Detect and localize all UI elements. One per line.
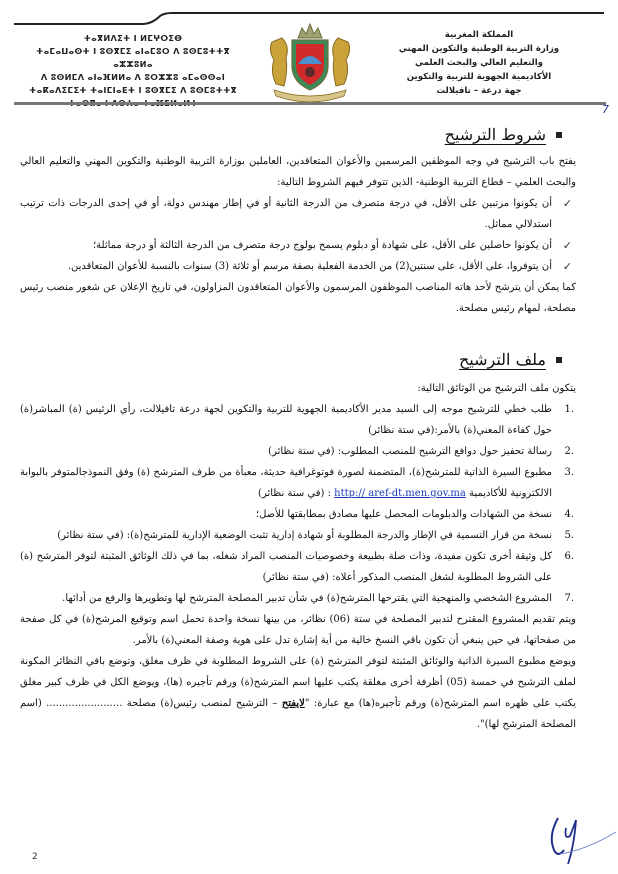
file-intro: يتكون ملف الترشيح من الوثائق التالية: — [417, 383, 576, 394]
checkmark-icon: ✓ — [562, 239, 572, 252]
condition-item — [20, 256, 576, 277]
header-line-kingdom: المملكة المغربية — [444, 30, 514, 40]
item-number: 3. — [564, 467, 574, 478]
condition-text: أن يكونوا حاصلين على الأقل، على شهادة أو دبلوم يسمح بولوج درجة متصرف من الدرجة الثالثة أو درجة مماثلة؛ — [92, 240, 552, 251]
item-number: 5. — [564, 530, 574, 541]
item-number: 2. — [564, 446, 574, 457]
project-submission-paragraph: ويتم تقديم المشروع المقترح لتدبير المصلحة في ستة (06) نظائر، من بينها نسخة واحدة تحمل اسم وتوقيع المرشح(ة) في كل صفحة من صفحاتها، في حين ينبغي أن تكون باقي النسخ خالية من أية إشارة تدل على هوية وصفة المعني(ة) بالأمر. — [20, 614, 577, 646]
header-line-ministry: وزارة التربية الوطنية والتكوين المهني — [398, 44, 560, 54]
condition-text: أن يكونوا مرتبين على الأقل، في درجة متصرف من الدرجة الثانية أو في إطار مهندس دولة، أو في إحدى الدرجات ذات ترتيب استدلالي مماثل. — [20, 198, 552, 230]
item-text-suffix: : (في ستة نظائر) — [258, 488, 335, 499]
document-body — [20, 116, 576, 735]
handwritten-signature — [540, 806, 618, 870]
item-text: مطبوع السيرة الذاتية للمترشح(ة)، المتضمنة لصورة فوتوغرافية حديثة، معبأة من طرف المترشح (ة) وفق النموذجالمتوفر بالبوابة الالكترونية للأكاديمية — [20, 467, 552, 499]
square-bullet-icon — [556, 357, 562, 363]
required-documents-list — [20, 399, 576, 609]
document-item — [20, 462, 576, 504]
section-title: شروط الترشيح — [444, 125, 546, 144]
header-tifinagh-block — [18, 32, 248, 110]
section-heading-application-file — [20, 349, 562, 370]
conditions-intro: يفتح باب الترشيح في وجه الموظفين المرسمين والأعوان المتعاقدين، العاملين بوزارة التربية الوطنية والتكوين المهني والتعليم العالي والبحث العلمي – قطاع التربية الوطنية- الذين تتوفر فيهم الشروط التالية: — [20, 156, 576, 188]
document-item — [20, 441, 576, 462]
condition-item — [20, 235, 576, 256]
envelope-text-end: – الترشيح لمنصب رئيس(ة) مصلحة ........................ (اسم المصلحة المترشح لها)". — [20, 698, 576, 730]
condition-text: أن يتوفروا، على الأقل، على سنتين(2) من الخدمة الفعلية بصفة مرسم أو ثلاثة (3) سنوات بالنسبة للأعوان المتعاقدين. — [67, 261, 552, 272]
header-line-higher-education: والتعليم العالي والبحث العلمي — [414, 58, 544, 68]
item-number: 1. — [564, 404, 574, 415]
document-item — [20, 546, 576, 588]
document-item — [20, 525, 576, 546]
section-title: ملف الترشيح — [458, 350, 546, 369]
item-text: نسخة من الشهادات والدبلومات المحصل عليها مصادق بمطابقتها للأصل؛ — [255, 509, 552, 520]
tifinagh-line: ⴷ ⵓⵙⵍⵎⴷ ⴰⵏⴰⴼⵍⵍⴰ ⴷ ⵓⵔⵣⵣⵓ ⴰⵎⴰⵙⵙⴰⵏ — [40, 72, 226, 82]
header-bottom-rule — [14, 102, 606, 105]
item-number: 4. — [564, 509, 574, 520]
tifinagh-line: ⵜⴰⵎⴰⵡⴰⵙⵜ ⵏ ⵓⵙⴳⵎⵉ ⴰⵏⴰⵎⵓⵔ ⴷ ⵓⵙⵎⵓⵜⵜⴳ ⴰⵣⵣⵓⵍⴰ — [36, 46, 230, 69]
condition-item — [20, 193, 576, 235]
do-not-open-label: لايفتح — [281, 698, 305, 709]
moroccan-coat-of-arms-emblem — [262, 20, 358, 106]
section-heading-conditions — [20, 124, 562, 145]
header-arabic-block — [384, 28, 574, 98]
item-text: المشروع الشخصي والمنهجية التي يقترحها المترشح(ة) في شأن تدبير المصلحة المترشح لها وتطويرها والرفع من أدائها. — [62, 593, 552, 604]
tifinagh-line: ⵜⴰⴽⴰⴷⵉⵎⵉⵜ ⵜⴰⵏⵎⵏⴰⴹⵜ ⵏ ⵓⵙⴳⵎⵉ ⴷ ⵓⵙⵎⵓⵜⵜⴳ — [29, 85, 237, 95]
document-item — [20, 588, 576, 609]
conditions-list — [20, 193, 576, 277]
academy-website-link[interactable]: http:// aref-dt.men.gov.ma — [334, 488, 466, 499]
envelope-instructions-paragraph — [20, 651, 576, 735]
document-item — [20, 399, 576, 441]
spacer — [20, 319, 576, 341]
item-text: رسالة تحفيز حول دوافع الترشيح للمنصب المطلوب: (في ستة نظائر) — [268, 446, 552, 457]
conditions-note: كما يمكن أن يترشح لأحد هاته المناصب الموظفون المرسمون والأعوان المتعاقدون المزاولون، في تاريخ الإعلان عن شغور منصب رئيس مصلحة، لمهام رئيس مصلحة. — [20, 282, 576, 314]
item-text: نسخة من قرار التسمية في الإطار والدرجة المطلوبة أو شهادة إدارية تثبت الوضعية الإدارية للمترشح(ة): (في ستة نظائر) — [57, 530, 552, 541]
checkmark-icon: ✓ — [562, 260, 572, 273]
item-text: كل وثيقة أخرى تكون مفيدة، وذات صلة بطبيعة وخصوصيات المنصب المراد شغله، بما في ذلك الوثائق المثبتة لتوفر المترشح (ة) على الشروط المطلوبة لشغل المنصب المذكور أعلاه: (في ستة نظائر) — [20, 551, 552, 583]
tifinagh-line: ⵜⴰⴳⵍⴷⵉⵜ ⵏ ⵍⵎⵖⵔⵉⴱ — [83, 33, 183, 43]
header-line-academy: الأكاديمية الجهوية للتربية والتكوين — [406, 72, 552, 82]
checkmark-icon: ✓ — [562, 197, 572, 210]
header-line-region: جهة درعة – تافيلالت — [436, 86, 522, 96]
page-number: 2 — [32, 852, 38, 862]
square-bullet-icon — [556, 132, 562, 138]
envelope-text: ويوضع مطبوع السيرة الذاتية والوثائق المثبتة لتوفر المترشح (ة) على الشروط المطلوبة في ظرف مغلق، وتوضع باقي النظائر المكونة لملف الترشيح في خمسة (05) أظرفة أخرى مغلقة يكتب عليها اسم المترشح(ة) ورقم تأجيره (ها)، ويوضع الكل في ظرف كبير مغلق يكتب على ظهره اسم المترشح(ة) ورقم تأجيره(ها) مع عبارة: " — [20, 656, 576, 709]
item-text: طلب خطي للترشيح موجه إلى السيد مدير الأكاديمية الجهوية للتربية والتكوين لجهة درعة تافيلالت، رأي الرئيس (ة) المباشر(ة) حول كفاءة المعني(ة) بالأمر:(في ستة نظائر) — [20, 404, 552, 436]
item-number: 7. — [564, 593, 574, 604]
handwritten-ink-mark: 7 — [602, 103, 609, 116]
item-number: 6. — [564, 551, 574, 562]
document-item — [20, 504, 576, 525]
